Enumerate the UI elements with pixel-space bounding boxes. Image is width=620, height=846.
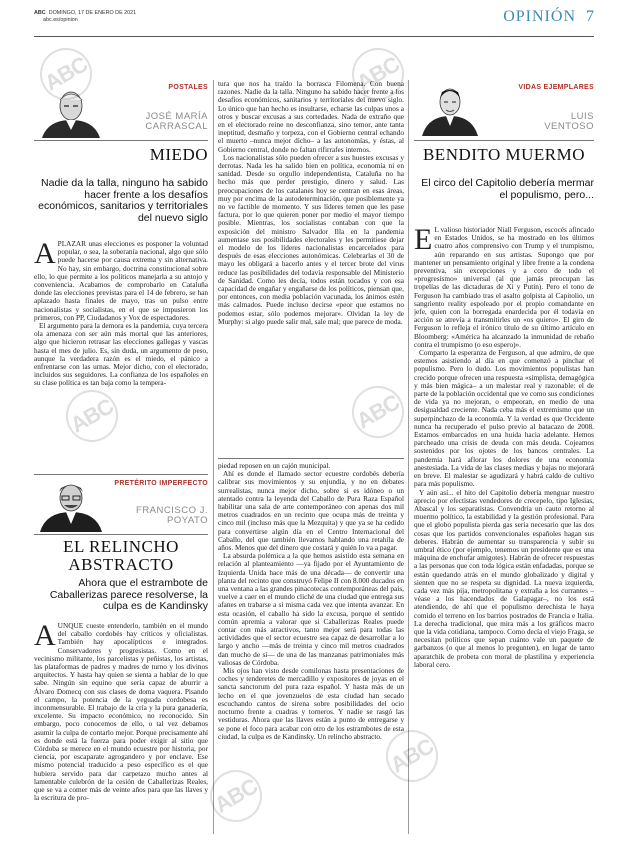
publication-name: ABC bbox=[34, 10, 46, 16]
author-last-name: CARRASCAL bbox=[145, 121, 208, 132]
author-first-name: LUIS bbox=[570, 111, 594, 122]
page-header bbox=[34, 6, 594, 36]
abc-watermark: ABC bbox=[200, 760, 271, 831]
author-portrait-ventoso bbox=[422, 82, 478, 136]
separator bbox=[34, 534, 208, 535]
header-url[interactable]: abc.es/opinion bbox=[43, 17, 78, 23]
author-first-name: JOSÉ MARÍA bbox=[145, 111, 208, 122]
abc-watermark: ABC bbox=[342, 376, 413, 447]
paragraph: piedad reposen en un cajón municipal. bbox=[218, 462, 331, 470]
author-last-name: POYATO bbox=[166, 515, 208, 526]
separator bbox=[218, 458, 404, 459]
paragraph: tura que nos ha traído la borrasca Filomena. Con buena razones. Nadie da la talla. Ninguno ha sabido hacer frente a los desafíos económicos, sanitarios y territoriales del nuevo siglo. Lo único que han hecho es insultarse, echarse las culpas unos a otros y buscar excusas a sus cortedades. Nada de extraño que en el electorado reine no desconfianza, sino temor, ante tanta ineptitud, desmaño y torpeza, con el Gobierno central echando el muerto –nunca mejor dicho– a las autonomías, y éstas, al Gobierno central, donde no faltan rifirrafes internos. bbox=[218, 80, 404, 154]
article-body bbox=[414, 226, 594, 838]
headline: MIEDO bbox=[149, 145, 208, 164]
subheadline: Nadie da la talla, ninguno ha sabido hacer frente a los desafíos económicos, sanitarios y territoriales del nuevo siglo bbox=[38, 177, 208, 224]
headline: EL RELINCHO ABSTRACTO bbox=[63, 537, 179, 574]
article-miedo bbox=[34, 80, 208, 470]
separator bbox=[414, 140, 594, 141]
drop-cap: A bbox=[34, 622, 56, 652]
column-divider bbox=[408, 80, 409, 834]
author-first-name: FRANCISCO J. bbox=[136, 505, 208, 516]
abc-watermark: ABC bbox=[376, 720, 447, 791]
article-bendito-muermo bbox=[414, 80, 594, 838]
paragraph: La absurda polémica a la que hemos asistido esta semana en relación al planteamiento —ya fijado por el Ayuntamiento de Izquierda Unida hace más de una década— de convertir una planta del recinto que construyó Felipe II con 8.000 ducados en una ventana a las grandes pinacotecas contemporáneas del país, vuelve a caer en el mundo cliché de una ciudad que entrega sus afanes en trabarse a sí misma cada vez que intenta avanzar. En esta ocasión, el caballo ha sido la excusa, porque el sentido común apremia a valorar que si Caballerizas Reales puede contar con más atractivos, tanto mejor será para todas las actividades que el sector ecuestre sea capaz de desarrollar a lo largo y ancho —más de treinta y cinco mil metros cuadrados dan mucho de sí— de una de las manzanas patrimoniales más valiosas de Córdoba. bbox=[218, 551, 404, 667]
article-relincho bbox=[34, 474, 208, 838]
paragraph: Ahí es donde el llamado sector ecuestre cordobés debería calibrar sus movimientos y su enjundia, y no en debates surrealistas, nunca mejor dicho, sobre si es idóneo o un atentado contra la leyenda del Caballo de Pura Raza Español habilitar una sala de arte contemporáneo con apenas dos mil metros cuadrados en un recinto que ocupa más de treinta y cinco mil (incluso más que la Mezquita) y que ya se ha cedido para convertirse algún día en el Centro Internacional del Caballo, del que también llevamos hablando una retahíla de años. Menos que del dinero que costará y quién lo va a pagar. bbox=[218, 469, 404, 553]
paragraph: AUNQUE cueste entenderlo, también en el mundo del caballo cordobés hay críticos y oficialistas. También hay apocalípticos e integrados. Conservadores y progresistas. Como en el vecinismo militante, los parcelistas y peñistas, los artistas, las plataformas de padres y madres de turno y los divinos arquitectos. Y hasta hay quien se sienta a hablar de lo que sabe. Ningún sin equino que sería capaz de aburrir a Álvaro Domecq con sus clases de doma vaquera. Pisando el campo, la potencia de la yeguada cordobesa es inconmensurable. El trabajo de la cría y la pura ganadería, excelente. Su impacto económico, no reconocido. Sin embargo, poco conocemos de ello, o tal vez debamos asumir la culpa de contarlo mejor. Porque precisamente ahí es donde está la fuerza para poder exigir al sitio que Córdoba se merece en el mundo ecuestre por historia, por ciencia, por escaparate agrogandero y por enclave. Ese mismo potencial traducido a peso específico es el que hubiera servido para dar carpetazo mucho antes al lamentable culebrón de la cesión de Caballerizas Reales, que se va a comer más de veinte años para que las llaves y la escritura de pro- bbox=[34, 622, 208, 803]
header-rule bbox=[34, 36, 594, 37]
paragraph: Y aún así... el hito del Capitolio debería menguar nuestro aprecio por efectistas vendedores de crecepelo, tipo Iglesias, Abascal y los separatistas. Convendría un cauto retorno al muermo político, la estabilidad y la gestión profesional. Para que el globo populista pierda gas sería necesario que las dos cosas que los partidos convencionales españoles hagan sus deberes. Habrán de aumentar su transparencia y subir su umbral ético (por ejemplo, tenemos un presidente que es una máquina de enchufar amigotes). Habrán de ofrecer respuestas a las personas que con toda lógica están enfadadas, porque se están quedando atrás en el mundo globalizado y digital y sienten que no se respeta su dignidad. La nueva izquierda, cada vez más pija, metropolitana y extraña a los currantes –véase a los hacendados de Galapagar–, no los está atendiendo, de ahí que el populismo derechista le haya comido el terreno en los barrios postrados de Francia e Italia. La derecha tradicional, que mira más a los gráficos macro que la vida cotidiana, tampoco. Como decía el viejo Fraga, se necesitan políticos que sepan cuánto vale un paquete de garbanzos (o que al menos lo pregunten), en lugar de tanto aparatchik de probeta con moral de plastilina y experiencia laboral cero. bbox=[414, 487, 594, 669]
paragraph: El argumento para la demora es la pandemia, cuya tercera ola amenaza con ser aún más mortal que las anteriores, algo que hicieron retrasar las elecciones gallegas y vascas hasta el mes de julio. Es, sin duda, un argumento de peso, aunque la verdadera razón es el miedo, el pánico a enfrentarse con las urnas. Mejor dicho, con el electorado, incluidos sus seguidores. La confianza de los españoles en su clase política es tan baja como la tempera- bbox=[34, 321, 208, 388]
paragraph: APLAZAR unas elecciones es posponer la voluntad popular, o sea, la soberanía nacional, algo que sólo puede hacerse por causa extrema y sin alternativa. No hay, sin embargo, doctrina constitucional sobre ello, lo que permite a los políticos manejarla a su antojo y conveniencia. Acabamos de comprobarlo en Cataluña donde las elecciones previstas para el 14 de febrero, se han aplazado hasta finales de mayo, tras un pulso entre nacionalistas y socialistas, en el que se impusieron los primeros, con PP, Ciudadanos y Vox de espectadores. bbox=[34, 240, 208, 322]
drop-cap: A bbox=[34, 240, 56, 270]
author-portrait-poyato bbox=[40, 478, 102, 532]
column-kicker: PRETÉRITO IMPERFECTO bbox=[114, 480, 208, 487]
separator bbox=[34, 140, 208, 141]
header-meta bbox=[34, 10, 136, 24]
paragraph: Los nacionalistas sólo pueden ofrecer a sus huestes excusas y derrotas. Nada les ha salido bien en política, economía ni en sanidad. Desde su orgullo independentista, Cataluña no ha hecho más que perder prestigio, dinero y salud. Las preocupaciones de los catalanes hoy se centran en esas áreas, muy por encima de la autodeterminación, que posiblemente ya no ve factible de momento. Y sus líderes temen que les pase factura, por lo que quieren poner por medio el mayor tiempo posible. Mientras, los socialistas contaban con que la exposición del ministro Salvador Illa en la pandemia aumentase sus posibilidades electorales y les permitiese dejar el modelo de los líderes nacionalistas encarcelados para después de esas elecciones autonómicas. Celebrarlas el 30 de mayo les obligará a hacerlo antes y el tercer brote del virus reduce las posibilidades del todavía responsable del Ministerio de Sanidad. Como les decía, todos están tocados y con esa capacidad de engañar y engañarse de los políticos, piensan que, por entonces, con media población vacunada, los ánimos estén más calmados. Puede incluso decirse «peor que estamos no podemos estar, sólo podemos mejorar». Olvidan la ley de Murphy: si algo puede salir mal, sale mal; que parece de moda. bbox=[218, 152, 404, 326]
separator bbox=[34, 474, 208, 475]
paragraph: Comparto la esperanza de Ferguson, al que admiro, de que estemos asistiendo al día en que comenzó a pinchar el populismo. Pero lo dudo. Los movimientos populistas han crecido porque ofrecen una respuesta «simplista, demagógica y más bien mágica– a un malestar real y razonable: el de parte de la población occidental que ve como sus condiciones de vida ya no mejoran, o empeoran, en medio de una desigualdad creciente. Nada ceba más el extremismo que un superpinchazo de la economía. Y la verdad es que Occidente nunca ha recuperado el pulso previo al batacazo de 2008. Estamos embarcados en una huida hacia adelante. Hemos parcheado una crisis de deuda con más deuda. Cojeamos sostenidos por los ojotes de los bancos centrales. La pandemia hará aflorar los dolores de una economía anestesiada. La vida de las clases medias y bajas no mejorará en breve. El malestar se agudizará y habrá caldo de cultivo para más populismo. bbox=[414, 348, 594, 489]
section-title: OPINIÓN bbox=[503, 8, 576, 25]
paragraph: Mis ojos han visto desde comilonas hasta presentaciones de coches y tenderetes de mercadillo y expositores de joyas en el sancta sanctorum del pura raza español. Y hasta más de un lecho en el que jovenzuelos de esta ciudad han secado escuchando cantos de sirena sobre posibilidades del ocio nocturno frente a cuadras y torneros. Y nadie se rasgó las vestiduras. Ahora que las llaves están a punto de entregarse y se pone el foco para acabar con otro de los estrambotes de esta ciudad, la culpa es de Kandinsky. Un relincho abstracto. bbox=[218, 666, 404, 741]
subheadline: El circo del Capitolio debería mermar el populismo, pero... bbox=[421, 177, 594, 201]
header-date: DOMINGO, 17 DE ENERO DE 2021 bbox=[48, 10, 137, 16]
column-divider bbox=[213, 80, 214, 834]
abc-watermark: ABC bbox=[56, 380, 127, 451]
abc-watermark: ABC bbox=[342, 38, 413, 109]
drop-cap: E bbox=[414, 226, 433, 256]
author-name bbox=[136, 506, 208, 526]
author-name bbox=[544, 112, 594, 132]
page-number: 7 bbox=[586, 8, 594, 25]
author-last-name: VENTOSO bbox=[544, 121, 594, 132]
column-kicker: VIDAS EJEMPLARES bbox=[518, 84, 594, 91]
subheadline: Ahora que el estrambote de Caballerizas parece resolverse, la culpa es de Kandinsky bbox=[49, 577, 208, 612]
headline: BENDITO MUERMO bbox=[422, 145, 586, 164]
author-name bbox=[145, 112, 208, 132]
abc-watermark: ABC bbox=[30, 38, 101, 109]
paragraph: E L valioso historiador Niall Ferguson, escocés afincado en Estados Unidos, se ha mostrado en los últimos cuatro años comprensivo con Trump y el trumpismo, aún reparando en sus artistas. Supongo que por mantener un pensamiento original y libre frente a la condena preventiva, sin excepciones y a coro de todo el «progresismo» universal (al que jamás preocupan las tropelías de las dictaduras de Xi y Putin). Pero el tono de Ferguson ha cambiado tras el asalto golpista al Capitolio, un sangriento reality espoleado por el propio comandante en jefe, quien con la borregada enardecida por él todavía en acción se atrevía a transmitirles un «os quiero». El giro de Ferguson lo refleja el irónico título de su último artículo en Bloomberg: «América ha alcanzado la inmunidad de rebaño contra el trumpismo (o eso espero)». bbox=[414, 226, 594, 349]
article-body bbox=[34, 622, 208, 836]
article-body bbox=[34, 240, 208, 466]
column-kicker: POSTALES bbox=[168, 84, 208, 91]
